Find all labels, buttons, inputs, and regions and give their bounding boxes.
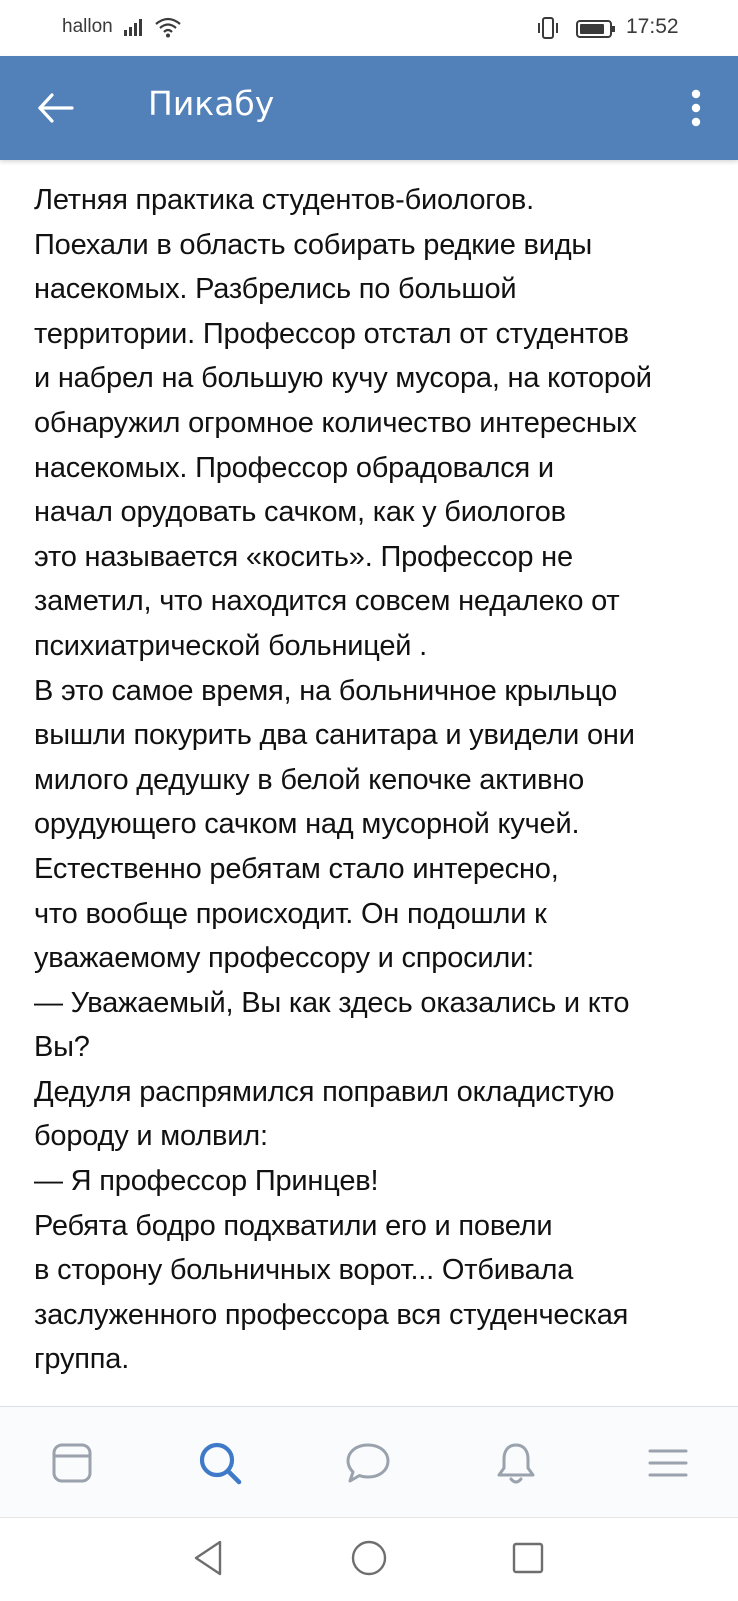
newsfeed-icon xyxy=(50,1441,94,1485)
search-icon xyxy=(197,1440,243,1486)
clock-time: 17:52 xyxy=(626,15,679,38)
tab-notifications[interactable] xyxy=(490,1437,542,1489)
post-text-line: начал орудовать сачком, как у биологов xyxy=(34,496,566,529)
vibrate-icon xyxy=(538,16,558,40)
post-text-line: насекомых. Разбрелись по большой xyxy=(34,273,517,306)
tab-messages[interactable] xyxy=(342,1437,394,1489)
post-text xyxy=(34,178,724,1398)
post-text-line: территории. Профессор отстал от студентов xyxy=(34,317,629,350)
status-bar xyxy=(0,0,738,56)
tab-search[interactable] xyxy=(194,1437,246,1489)
more-vertical-icon[interactable] xyxy=(676,84,716,132)
post-text-line: это называется «косить». Профессор не xyxy=(34,540,573,573)
carrier-name: hallon xyxy=(62,16,113,37)
tab-feed[interactable] xyxy=(46,1437,98,1489)
post-text-line: Ребята бодро подхватили его и повели xyxy=(34,1209,553,1242)
battery-icon xyxy=(576,20,616,38)
post-text-line: психиатрической больницей . xyxy=(34,629,428,662)
post-text-line: — Я профессор Принцев! xyxy=(34,1165,379,1198)
post-text-line: что вообще происходит. Он подошли к xyxy=(34,897,547,930)
post-text-line: Дедуля распрямился поправил окладистую xyxy=(34,1075,615,1108)
post-text-line: — Уважаемый, Вы как здесь оказались и кто xyxy=(34,986,630,1019)
signal-icon xyxy=(124,18,146,36)
post-text-line: милого дедушку в белой кепочке активно xyxy=(34,763,585,796)
bottom-tab-bar xyxy=(0,1406,738,1517)
wifi-icon xyxy=(154,16,182,38)
post-text-line: уважаемому профессору и спросили: xyxy=(34,942,535,975)
post-text-line: Вы? xyxy=(34,1031,90,1064)
recents-square-icon[interactable] xyxy=(506,1536,550,1580)
post-text-line: вышли покурить два санитара и увидели они xyxy=(34,719,635,752)
post-text-line: и набрел на большую кучу мусора, на которой xyxy=(34,362,652,395)
post-text-line: группа. xyxy=(34,1343,130,1376)
home-circle-icon[interactable] xyxy=(347,1536,391,1580)
post-text-line: заслуженного профессора вся студенческая xyxy=(34,1298,629,1331)
post-text-line: бороду и молвил: xyxy=(34,1120,268,1153)
back-triangle-icon[interactable] xyxy=(188,1536,232,1580)
post-text-line: обнаружил огромное количество интересных xyxy=(34,406,637,439)
post-text-line: В это самое время, на больничное крыльцо xyxy=(34,674,618,707)
chat-bubble-icon xyxy=(344,1440,392,1486)
post-text-line: Естественно ребятам стало интересно, xyxy=(34,852,559,885)
page-title: Пикабу xyxy=(148,84,275,123)
app-header xyxy=(0,56,738,160)
system-nav-bar xyxy=(0,1517,738,1601)
menu-icon xyxy=(646,1443,690,1483)
post-text-line: Летняя практика студентов-биологов. xyxy=(34,184,534,216)
arrow-left-icon[interactable] xyxy=(32,84,80,132)
bell-icon xyxy=(493,1439,539,1487)
post-text-line: заметил, что находится совсем недалеко от xyxy=(34,585,620,618)
post-text-line: в сторону больничных ворот... Отбивала xyxy=(34,1254,574,1287)
post-text-line: насекомых. Профессор обрадовался и xyxy=(34,451,554,484)
post-text-line: орудующего сачком над мусорной кучей. xyxy=(34,808,580,841)
tab-menu[interactable] xyxy=(642,1437,694,1489)
post-text-line: Поехали в область собирать редкие виды xyxy=(34,228,593,261)
